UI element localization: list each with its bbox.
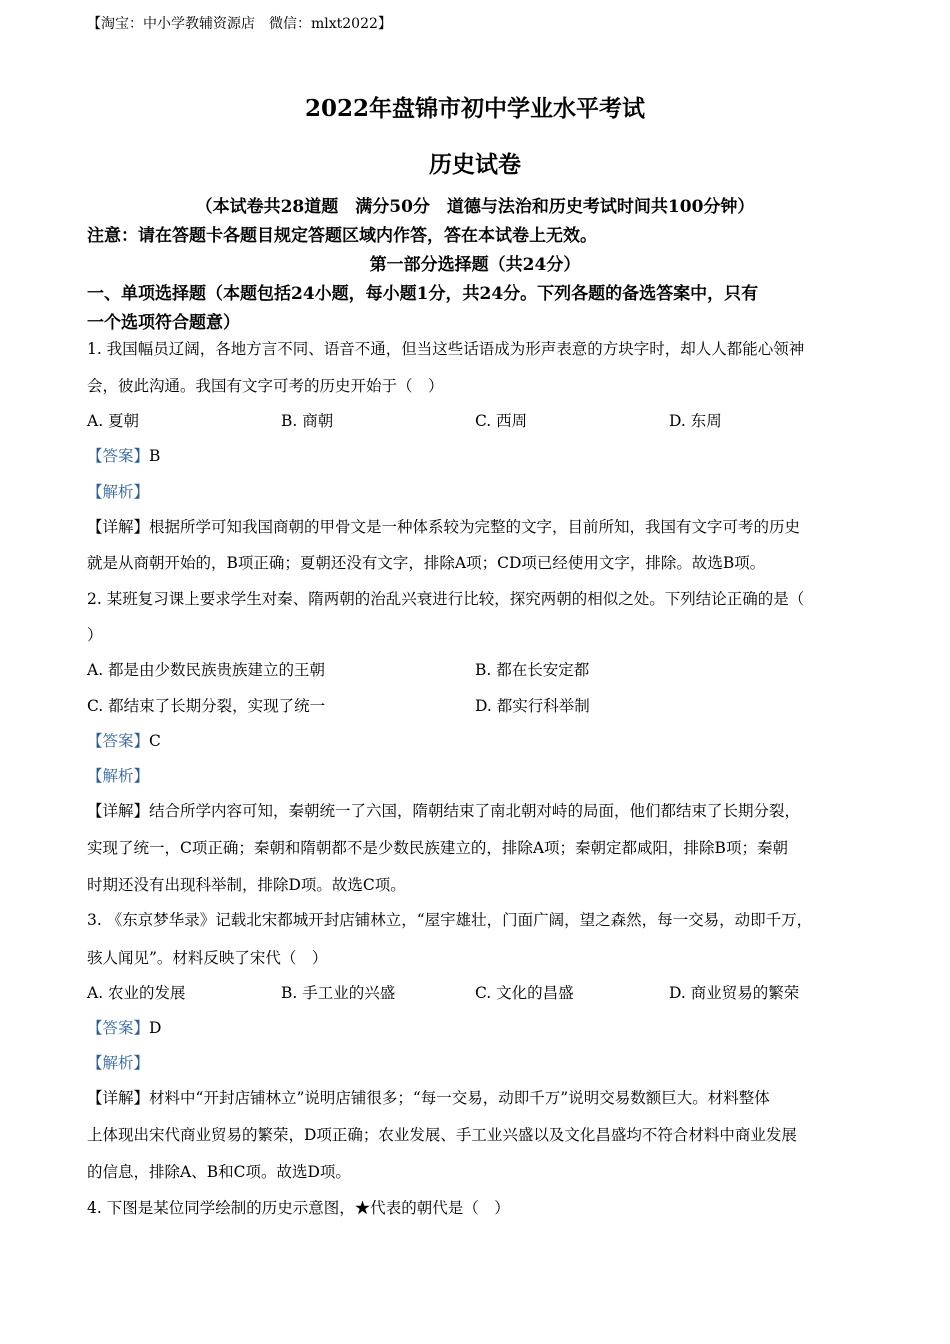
q1-answer [87, 444, 867, 466]
q1-stem: 1. 我国幅员辽阔，各地方言不同、语音不通，但当这些话语成为形声表意的方块字时，却人人都能心领神 [87, 340, 805, 358]
q2-option-b: B. 都在长安定都 [475, 661, 590, 679]
q2-detail-text: 结合所学内容可知，秦朝统一了六国，隋朝结束了南北朝对峙的局面，他们都结束了长期分裂， [149, 802, 801, 820]
q3-detail-cont: 上体现出宋代商业贸易的繁荣，D项正确；农业发展、手工业兴盛以及文化昌盛均不符合材料中商业发展 [87, 1126, 797, 1144]
q3-answer-value: D [149, 1019, 162, 1037]
q2-answer [87, 729, 867, 751]
q2-option-d: D. 都实行科举制 [475, 697, 590, 715]
q1-answer-value: B [149, 447, 161, 465]
q2-detail-cont2: 时期还没有出现科举制，排除D项。故选C项。 [87, 876, 406, 894]
q3-answer [87, 1016, 867, 1038]
q1-detail-text: 根据所学可知我国商朝的甲骨文是一种体系较为完整的文字，目前所知，我国有文字可考的历史 [149, 518, 801, 536]
section1-instruction: 一、单项选择题（本题包括24小题，每小题1分，共24分。下列各题的备选答案中，只有 [87, 284, 759, 304]
q3-detail [87, 1086, 867, 1108]
q4-stem: 4. 下图是某位同学绘制的历史示意图，★代表的朝代是（ ） [87, 1199, 510, 1217]
answer-tag: 【答案】 [87, 1019, 150, 1037]
q2-answer-value: C [149, 732, 161, 750]
q1-option-a: A. 夏朝 [87, 412, 140, 430]
detail-tag: 【详解】 [87, 802, 150, 820]
q1-option-b: B. 商朝 [281, 412, 334, 430]
answer-tag: 【答案】 [87, 732, 150, 750]
q3-option-b: B. 手工业的兴盛 [281, 984, 396, 1002]
analysis-tag: 【解析】 [87, 483, 150, 501]
q3-option-a: A. 农业的发展 [87, 984, 186, 1002]
q2-stem-cont: ） [87, 626, 103, 644]
q2-stem: 2. 某班复习课上要求学生对秦、隋两朝的治乱兴衰进行比较，探究两朝的相似之处。下列结论正确的是（ [87, 590, 805, 608]
q1-detail [87, 515, 867, 537]
q3-option-c: C. 文化的昌盛 [475, 984, 574, 1002]
q1-option-c: C. 西周 [475, 412, 528, 430]
notice: 注意：请在答题卡各题目规定答题区域内作答，答在本试卷上无效。 [87, 226, 597, 246]
q3-stem: 3. 《东京梦华录》记载北宋都城开封店铺林立，“屋宇雄壮，门面广阔，望之森然，每一交易，动即千万， [87, 911, 813, 929]
q2-option-a: A. 都是由少数民族贵族建立的王朝 [87, 661, 326, 679]
exam-title: 2022年盘锦市初中学业水平考试 [304, 95, 645, 122]
q3-analysis [87, 1051, 867, 1073]
shop-header: 【淘宝：中小学教辅资源店 微信：mlxt2022】 [87, 16, 392, 32]
q1-stem-cont: 会，彼此沟通。我国有文字可考的历史开始于（ ） [87, 377, 444, 395]
section1-instruction-cont: 一个选项符合题意） [87, 313, 240, 333]
exam-subtitle: 历史试卷 [429, 151, 521, 178]
q1-option-d: D. 东周 [669, 412, 722, 430]
analysis-tag: 【解析】 [87, 767, 150, 785]
exam-info: （本试卷共28道题 满分50分 道德与法治和历史考试时间共100分钟） [195, 197, 755, 217]
q3-stem-cont: 骇人闻见”。材料反映了宋代（ ） [87, 949, 328, 967]
q3-detail-cont2: 的信息，排除A、B和C项。故选D项。 [87, 1163, 351, 1181]
q1-analysis [87, 480, 867, 502]
detail-tag: 【详解】 [87, 1089, 150, 1107]
q3-option-d: D. 商业贸易的繁荣 [669, 984, 800, 1002]
part1-title: 第一部分选择题（共24分） [369, 255, 581, 275]
q3-detail-text: 材料中“开封店铺林立”说明店铺很多；“每一交易，动即千万”说明交易数额巨大。材料整体 [149, 1089, 770, 1107]
q2-detail [87, 799, 867, 821]
q1-detail-cont: 就是从商朝开始的，B项正确；夏朝还没有文字，排除A项；CD项已经使用文字，排除。故选B项。 [87, 554, 766, 572]
analysis-tag: 【解析】 [87, 1054, 150, 1072]
q2-option-c: C. 都结束了长期分裂，实现了统一 [87, 697, 326, 715]
detail-tag: 【详解】 [87, 518, 150, 536]
q2-analysis [87, 764, 867, 786]
answer-tag: 【答案】 [87, 447, 150, 465]
q2-detail-cont: 实现了统一，C项正确；秦朝和隋朝都不是少数民族建立的，排除A项；秦朝定都咸阳，排除B项；秦朝 [87, 839, 788, 857]
